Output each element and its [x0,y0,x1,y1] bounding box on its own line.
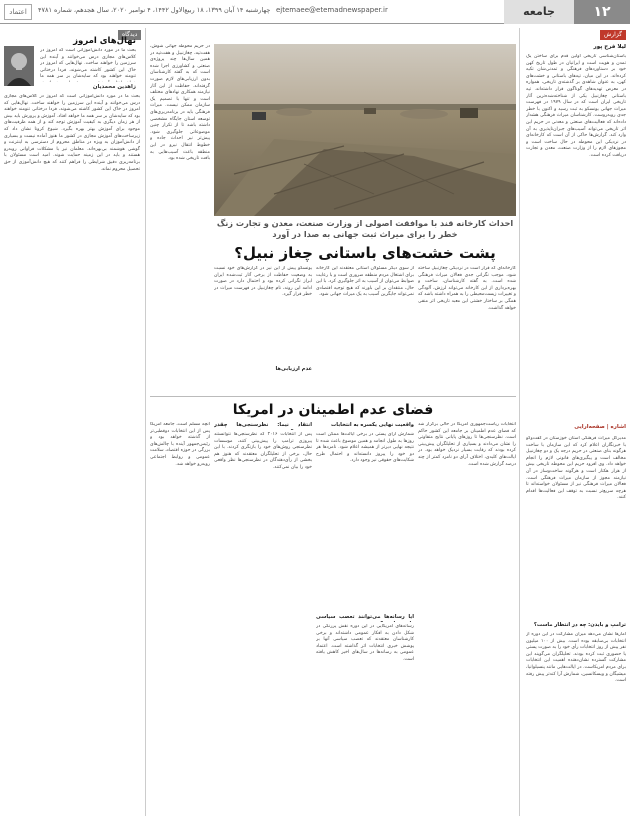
report-author: لیلا فرج‌ پور [593,44,626,50]
bottom-subhead-2: آیا رسانه‌ها می‌توانند تعصب سیاسی [316,614,414,620]
bottom-body-col-5: آنچه مسلم است، جامعه امریکا پس از این انتخابات دوقطبی‌تر از گذشته خواهد بود و رئیس‌جمهور آینده با چالش‌های بزرگی در حوزه اقتصاد، سلامت عمومی و روابط اجتماعی روبه‌رو خواهد شد. [150,422,210,467]
newspaper-logo: اعتماد [4,4,32,20]
report-body-2: مدیرکل میراث فرهنگی استان خوزستان در گفت‌وگو با خبرنگاران اعلام کرد که این سازمان با ساخت هرگونه بنای صنعتی در حریم درجه یک و دو چغازنبیل مخالف است و پیگیری‌های قانونی لازم را انجام خواهد داد. وی افزود حریم این محوطه تاریخی بیش از هزار هکتار است و هرگونه ساخت‌وساز در آن نیازمند مجوز از سازمان میراث فرهنگی است. فعالان میراث فرهنگی نیز از مسئولان خواسته‌اند تا هرچه سریع‌تر نسبت به توقف این فعالیت‌ها اقدام کنند. [526,436,626,501]
lead-body-col-3: یونسکو پیش از این نیز در گزارش‌های خود نسبت به وضعیت حفاظت از برخی آثار ثبت‌شده ایران ابراز نگرانی کرده بود و احتمال دارد در صورت ادامه این روند، نام چغازنبیل در فهرست میراث در خطر قرار گیرد. [214,266,312,298]
report-tag: گزارش [600,30,626,40]
lead-body-col-2: از سوی دیگر مسئولان استانی معتقدند این کارخانه برای اشتغال مردم منطقه ضروری است و با رعایت ضوابط می‌توان از آسیب به اثر جلوگیری کرد. با این حال، منتقدان بر این باورند که هیچ توجیه اقتصادی نمی‌تواند جایگزین آسیب به یک میراث جهانی شود. [316,266,414,298]
report-subhead: اشاره | صفحه‌آرایی [574,424,626,430]
lead-subhead: عدم ارزیابی‌ها [275,366,312,372]
lead-headline: پشت خشت‌های باستانی چغاز نبیل؟ [234,244,496,262]
lead-subtitle: احداث کارخانه قند با موافقت اصولی از وزارت صنعت، معدن و تجارت زنگ خطر را برای میراث ثبت جهانی به صدا در آورد [216,218,514,239]
excavation-photo [214,44,516,216]
opinion-title: نهال‌های امروز [73,36,136,46]
header-email[interactable]: ejtemaee@etemadnewspaper.ir [276,6,388,14]
bottom-subhead-1: واقعیت نهایی یکسره به انتخابات [331,422,414,428]
page-number: ۱۲ [574,0,630,24]
bottom-body-col-2: شمارش آرای پستی در برخی ایالت‌ها ممکن است روزها به طول انجامد و همین موضوع باعث شده تا نتیجه نهایی دیرتر از همیشه اعلام شود. نامزدها هر دو خود را پیروز دانسته‌اند و احتمال طرح شکایت‌های حقوقی نیز وجود دارد. [316,432,414,464]
bottom-subhead-3: انتقاد نیما: نظرسنجی‌ها چقدر [214,422,312,428]
opinion-tag: دیدگاه [118,30,141,40]
bottom-body-col-3: رسانه‌های امریکایی در این دوره نقش پررنگی در شکل دادن به افکار عمومی داشته‌اند و برخی کارشناسان معتقدند که تعصب سیاسی آنها بر پوشش خبری انتخابات اثر گذاشته است. اعتماد عمومی به رسانه‌ها در سال‌های اخیر کاهش یافته است. [316,624,414,662]
opinion-author: زاهدین محمدیان [92,84,136,90]
bottom-headline: فضای عدم اطمینان در امریکا [232,402,434,418]
middle-body: در حریم محوطه جهانی شوش، هفت‌تپه، چغازنبیل و هفت‌تپه در همین سال‌ها چند پروژه‌ی صنعتی و کشاورزی اجرا شده است که به گفته کارشناسان بدون ارزیابی‌های لازم صورت گرفته‌اند. حفاظت از این آثار نیازمند همکاری نهادهای مختلف است و تنها با تصمیم یک سازمان ممکن نیست. میراث فرهنگی باید در برنامه‌ریزی‌های توسعه استان جایگاه مشخصی داشته باشد تا از تکرار چنین موضوعاتی جلوگیری شود. پیش‌تر نیز احداث جاده و خطوط انتقال نیرو در این منطقه باعث آسیب‌هایی به بافت تاریخی شده بود. [150,44,210,162]
bottom-body-col-1: انتخابات ریاست‌جمهوری امریکا در حالی برگزار شد که فضای عدم اطمینان بر جامعه این کشور حاکم است. نظرسنجی‌ها تا روزهای پایانی نتایج متفاوتی را نشان می‌دادند و بسیاری از تحلیلگران پیش‌بینی کرده بودند که رقابت بسیار نزدیک خواهد بود. در ایالت‌های کلیدی، اختلاف آرای دو نامزد کمتر از چند درصد گزارش شده است. [418,422,516,467]
bottom-right-subhead: ترامپ و بایدن: چه در انتظار ماست؟ [533,622,626,628]
column-divider [145,28,146,816]
archaeological-site-image [214,44,516,216]
opinion-intro: بحث ما در مورد دانش‌آموزانی است که امروز در کلاس‌های مجازی درس می‌خوانند و آینده این سرزمین را خواهند ساخت. نهال‌هایی که امروز در خاک این کشور کاشته می‌شوند، فردا درختانی تنومند خواهند بود که سایه‌شان بر سر همه ما [40,48,136,80]
opinion-body: بحث ما در مورد دانش‌آموزانی است که امروز در کلاس‌های مجازی درس می‌خوانند و آینده این سرزمین را خواهند ساخت. نهال‌هایی که امروز در خاک این کشور کاشته می‌شوند، فردا درختانی تنومند خواهند بود که سایه‌شان بر سر همه ما خواهد افتاد. آموزش و پرورش باید بیش از هر زمان دیگری به کیفیت آموزش توجه کند و از همه ظرفیت‌های موجود برای آموزش بهتر بهره بگیرد. شیوع کرونا نشان داد که زیرساخت‌های آموزش مجازی در کشور ما هنوز آماده نیست و بسیاری از دانش‌آموزان به ویژه در مناطق محروم از دسترسی به اینترنت و گوشی هوشمند بی‌بهره‌اند. معلمان نیز با مشکلات فراوانی روبه‌رو هستند و باید در این زمینه حمایت شوند. امید است مسئولان با برنامه‌ریزی دقیق شرایطی را فراهم کنند که هیچ دانش‌آموزی از حق تحصیل محروم نماند. [4,94,140,172]
page-header [0,0,630,24]
author-portrait-icon [4,46,34,86]
lead-body-col-1: کارخانه‌ای که قرار است در نزدیکی چغازنبیل ساخته شود، موجب نگرانی جدی فعالان میراث فرهنگی شده است. به گفته کارشناسان، ساخت و بهره‌برداری از این کارخانه می‌تواند لرزش، آلودگی و تغییرات زیست‌محیطی را به همراه داشته باشد که همگی بر ساختار خشتی این معبد تاریخی اثر منفی خواهد گذاشت. [418,266,516,311]
bottom-body-col-4: پس از انتخابات ۲۰۱۶ که نظرسنجی‌ها نتوانستند پیروزی ترامپ را پیش‌بینی کنند، موسسات نظرسنجی روش‌های خود را بازنگری کردند. با این حال، برخی از تحلیلگران معتقدند که هنوز هم بخشی از رأی‌دهندگان در نظرسنجی‌ها نظر واقعی خود را بیان نمی‌کنند. [214,432,312,470]
section-name: جامعه [504,0,574,24]
author-avatar [4,46,34,86]
column-divider [519,28,520,816]
section-divider [150,396,516,397]
bottom-right-body: آمارها نشان می‌دهد میزان مشارکت در این دوره از انتخابات بی‌سابقه بوده است. بیش از ۱۰۰ میلیون نفر پیش از روز انتخابات رأی خود را به صورت پستی یا حضوری ثبت کرده بودند. تحلیلگران می‌گویند این مشارکت گسترده نشان‌دهنده اهمیت این انتخابات برای مردم امریکاست. در ایالت‌هایی مانند پنسیلوانیا، میشیگان و ویسکانسین، شمارش آرا کندتر پیش رفته است. [526,632,626,684]
header-date: چهارشنبه ۱۴ آبان ۱۳۹۹، ۱۸ ربیع‌الاول ۱۴۴۲، ۴ نوامبر ۲۰۲۰، سال هجدهم، شماره ۴۷۸۱ [38,6,271,14]
report-body: باستان‌شناسی تاریخی اولین قدم برای ساختن یک تمدن و هویت است و ایرانیان در طول تاریخ کهن خود بر دستاوردهای فرهنگی و تمدنی‌شان تکیه کرده‌اند. در این میان، تپه‌های باستانی و خشت‌های کهن، به عنوان شاهدی بر گذشته‌ی تاریخی، همواره در معرض تهدیدهای گوناگون قرار داشته‌اند. تپه باستانی چغازنبیل یکی از شناخته‌شده‌ترین آثار تاریخی ایران است که در سال ۱۹۷۹ در فهرست میراث جهانی یونسکو به ثبت رسید و اکنون با خطر جدی روبه‌روست. کارشناسان میراث فرهنگی هشدار داده‌اند که فعالیت‌های صنعتی و معدنی در حریم این اثر تاریخی می‌تواند آسیب‌های جبران‌ناپذیری به آن وارد کند. گزارش‌ها حاکی از آن است که کارخانه‌ای در نزدیکی این محوطه در حال ساخت است و مجوزهای لازم را از وزارت صنعت، معدن و تجارت دریافت کرده است. [526,54,626,158]
